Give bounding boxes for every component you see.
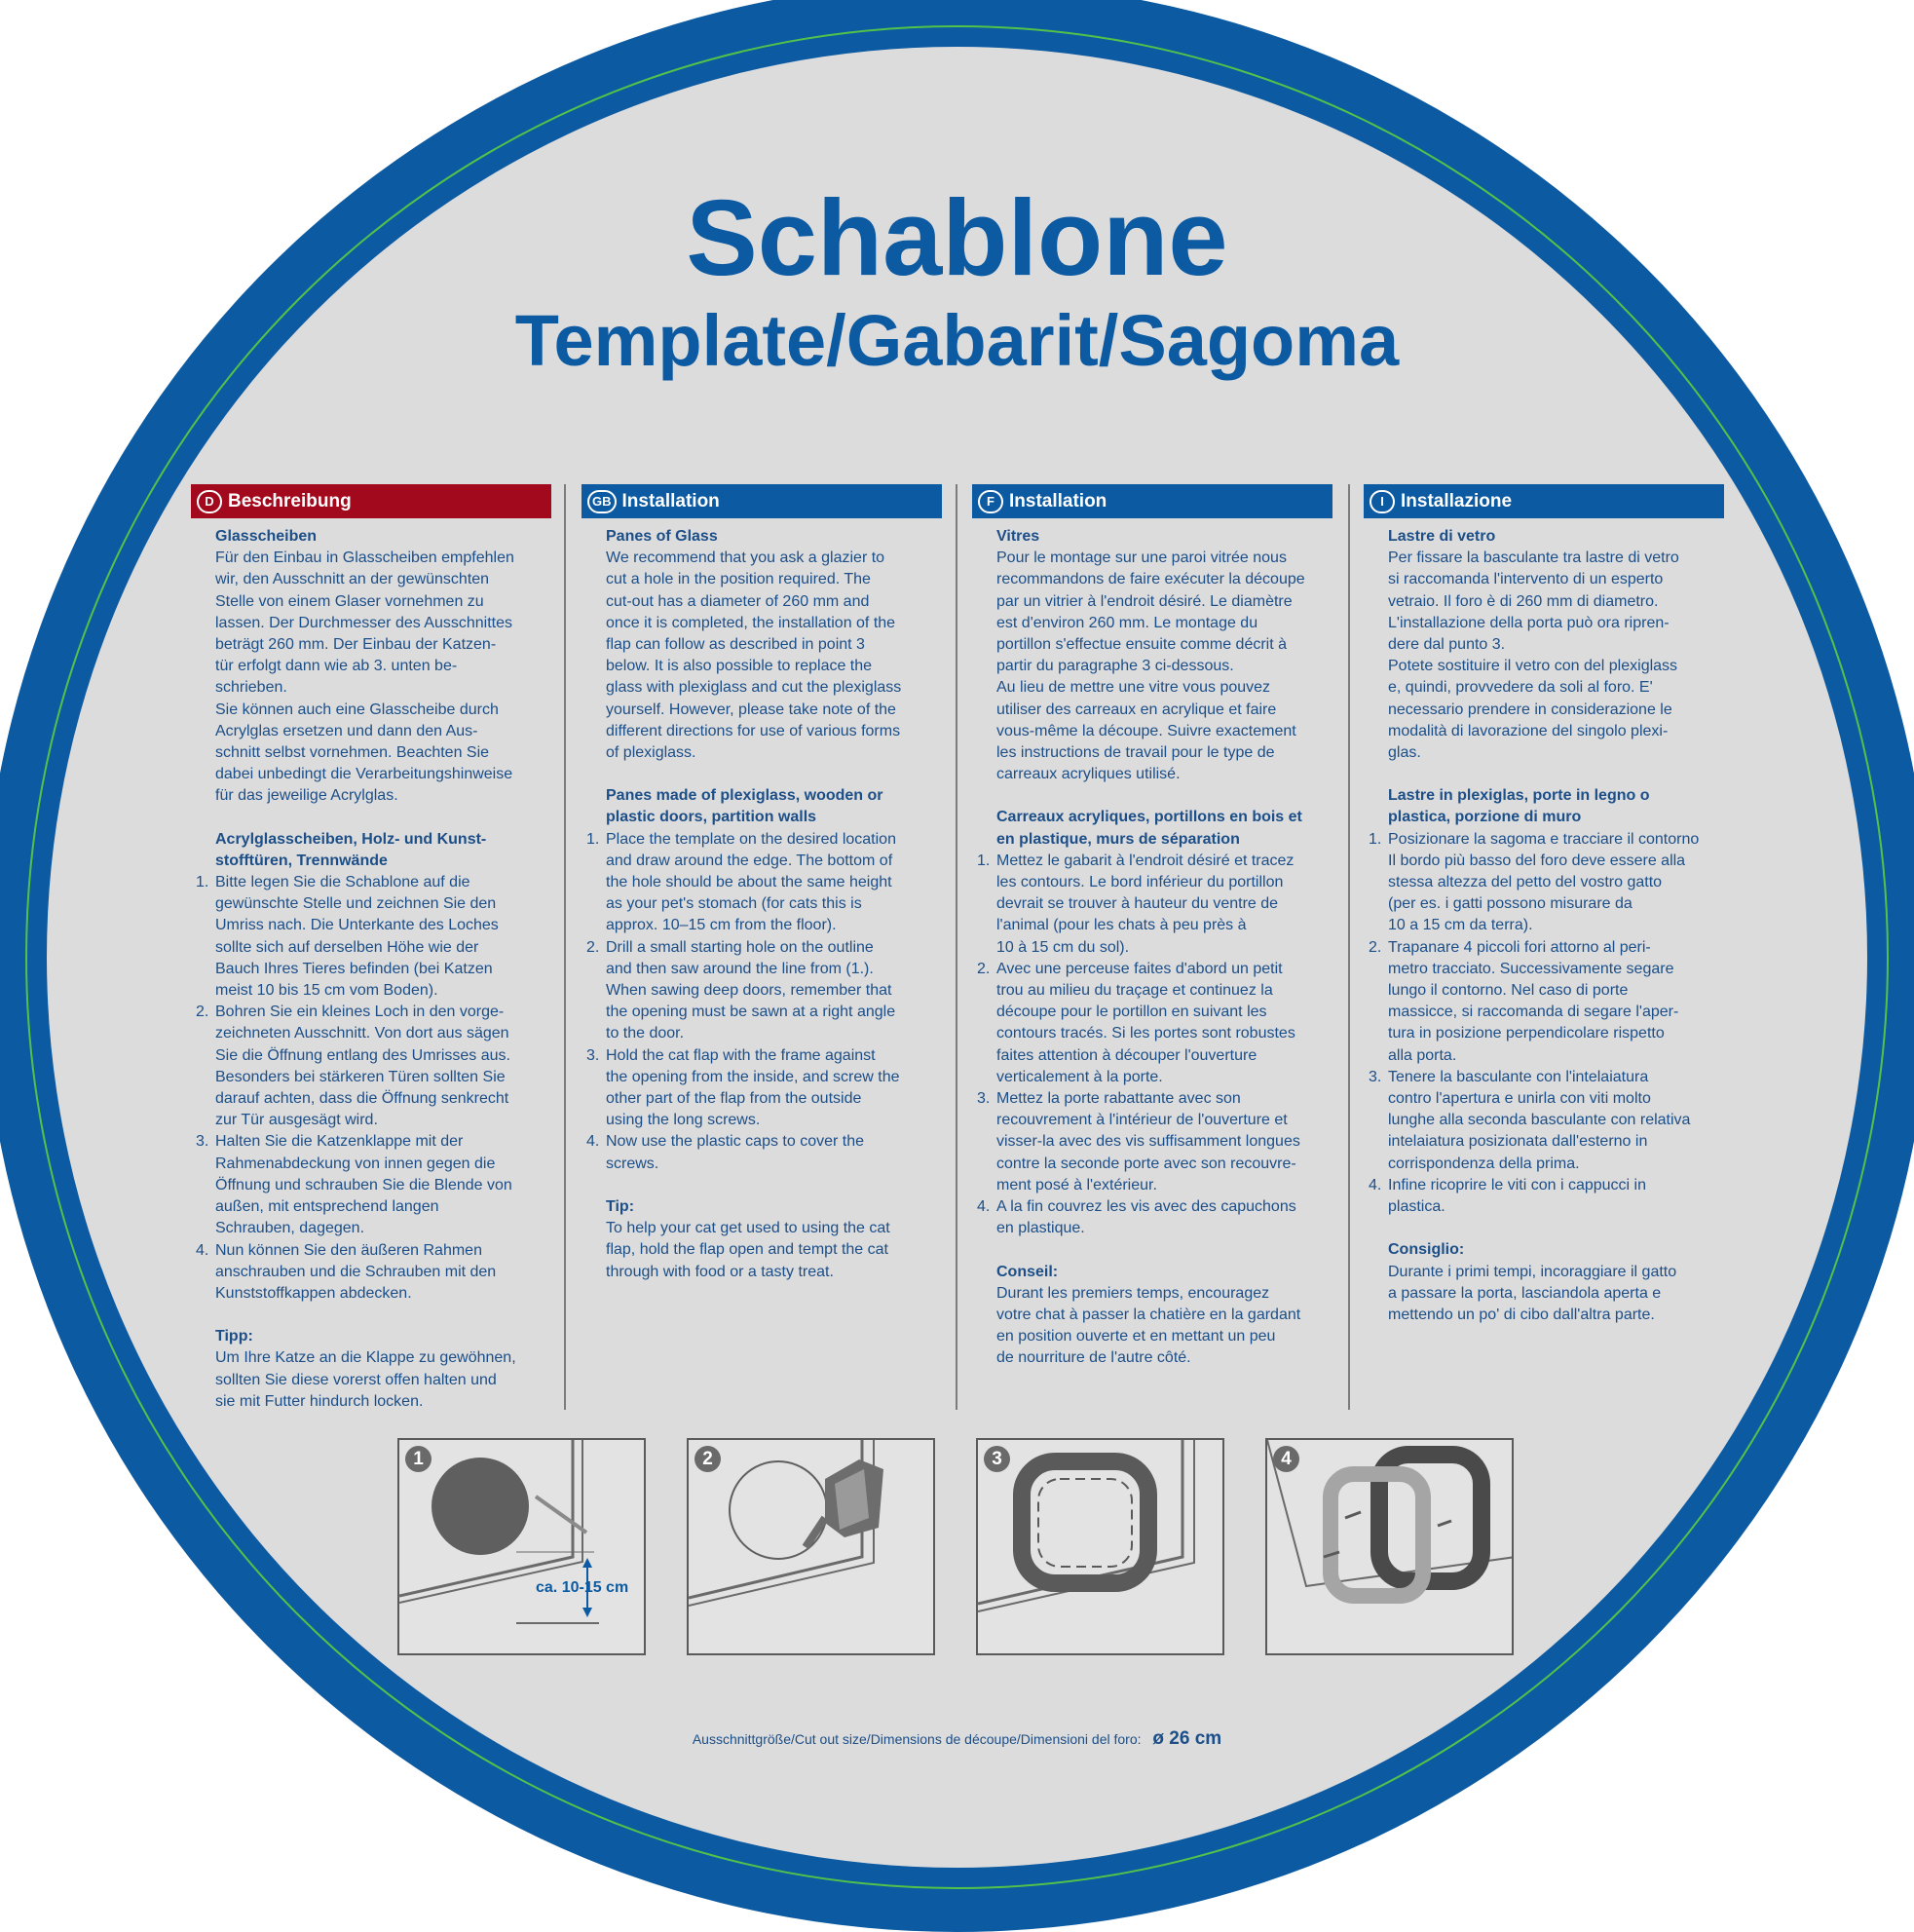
page-title: Schablone — [686, 178, 1228, 298]
step-line: Mettez le gabarit à l'endroit désiré et tracez — [996, 852, 1295, 869]
measure-label: ca. 10-15 cm — [536, 1579, 629, 1596]
page-subtitle: Template/Gabarit/Sagoma — [514, 300, 1400, 381]
step-line: the opening must be sawn at a right angle — [606, 1004, 896, 1021]
step-line: approx. 10–15 cm from the floor). — [606, 917, 837, 934]
paragraph-line: est d'environ 260 mm. Le montage du — [996, 614, 1258, 631]
section-heading: Vitres — [996, 528, 1040, 545]
step-line: faites attention à découper l'ouverture — [996, 1046, 1257, 1064]
step-line: other part of the flap from the outside — [606, 1090, 862, 1108]
section-heading: stofftüren, Trennwände — [215, 852, 388, 869]
step-item — [196, 1131, 551, 1239]
step-number-badge: 3 — [984, 1446, 1010, 1472]
paragraph-line: tür erfolgt dann wie ab 3. unten be- — [215, 658, 458, 675]
paragraph-line: once it is completed, the installation of the — [606, 614, 896, 631]
screw-icon — [1438, 1521, 1451, 1526]
step-line: lungo il contorno. Nel caso di porte — [1388, 982, 1629, 1000]
tip-line: Durant les premiers temps, encouragez — [996, 1284, 1270, 1302]
illustration-step-1 — [397, 1438, 646, 1655]
language-badge: F — [978, 490, 1003, 513]
step-item — [977, 851, 1332, 959]
language-badge: I — [1370, 490, 1395, 513]
step-number: 1. — [586, 830, 600, 848]
step-list — [196, 872, 551, 1305]
step-line: Öffnung und schrauben Sie die Blende von — [215, 1176, 512, 1193]
step-line: to the door. — [606, 1025, 685, 1042]
step-line: the hole should be about the same height — [606, 874, 892, 891]
tip-line: sie mit Futter hindurch locken. — [215, 1392, 424, 1410]
paragraph-line: Acrylglas ersetzen und dann den Aus- — [215, 722, 478, 739]
column-header-label: Installazione — [1401, 490, 1513, 511]
column-body — [972, 518, 1332, 1370]
paragraph-line: of plexiglass. — [606, 744, 696, 762]
step-list — [977, 851, 1332, 1240]
paragraph-line: lassen. Der Durchmesser des Ausschnittes — [215, 614, 513, 631]
step-line: Besonders bei stärkeren Türen sollten Sie — [215, 1068, 506, 1085]
step-line: Trapanare 4 piccoli fori attorno al peri- — [1388, 938, 1651, 956]
column-body — [582, 518, 942, 1283]
section-heading: Carreaux acryliques, portillons en bois et — [996, 809, 1302, 826]
paragraph-line: necessario prendere in considerazione le — [1388, 701, 1672, 718]
paragraph-line: e, quindi, provvedere da soli al foro. E' — [1388, 679, 1653, 697]
step-line: 10 à 15 cm du sol). — [996, 938, 1130, 956]
screw-icon — [1345, 1512, 1361, 1518]
paragraph-line: cut a hole in the position required. The — [606, 571, 871, 588]
step-line: außen, mit entsprechend langen — [215, 1198, 439, 1216]
step-number: 4. — [977, 1198, 991, 1216]
step-number: 3. — [196, 1133, 209, 1151]
step-number: 4. — [196, 1241, 209, 1259]
step-item — [586, 1131, 942, 1174]
step-line: recouvrement à l'intérieur de l'ouverture et — [996, 1112, 1288, 1129]
step-number: 1. — [196, 874, 209, 891]
paragraph-line: dabei unbedingt die Verarbeitungshinweise — [215, 766, 513, 783]
tip-line: through with food or a tasty treat. — [606, 1263, 834, 1280]
step-line: plastica. — [1388, 1198, 1445, 1216]
step-line: anschrauben und die Schrauben mit den — [215, 1263, 497, 1280]
step-line: using the long screws. — [606, 1112, 761, 1129]
column-d — [191, 484, 551, 1413]
step-item — [196, 1002, 551, 1131]
step-line: the opening from the inside, and screw the — [606, 1068, 900, 1085]
paragraph-line: Für den Einbau in Glasscheiben empfehlen — [215, 549, 514, 567]
step-item — [1369, 937, 1724, 1067]
tip-heading: Tipp: — [215, 1328, 253, 1345]
step-line: Kunststoffkappen abdecken. — [215, 1284, 412, 1302]
paragraph-line: different directions for use of various forms — [606, 722, 901, 739]
paragraph-line: vetraio. Il foro è di 260 mm di diametro. — [1388, 592, 1659, 610]
step-line: Bitte legen Sie die Schablone auf die — [215, 874, 470, 891]
step-line: Umriss nach. Die Unterkante des Loches — [215, 917, 499, 934]
column-i — [1364, 484, 1724, 1326]
step-list — [1369, 829, 1724, 1219]
section-heading: Acrylglasscheiben, Holz- und Kunst- — [215, 830, 487, 848]
column-divider — [956, 484, 957, 1410]
step-line: Drill a small starting hole on the outline — [606, 938, 874, 956]
step-line: lunghe alla seconda basculante con relativa — [1388, 1112, 1691, 1129]
column-header-label: Installation — [1009, 490, 1107, 511]
step-line: 10 a 15 cm da terra). — [1388, 917, 1533, 934]
step-number: 3. — [977, 1090, 991, 1108]
cut-out-size-value: ø 26 cm — [1152, 1728, 1222, 1749]
section-heading: en plastique, murs de séparation — [996, 830, 1240, 848]
step-line: Hold the cat flap with the frame against — [606, 1046, 876, 1064]
paragraph-line: glass with plexiglass and cut the plexiglass — [606, 679, 902, 697]
step-line: and then saw around the line from (1.). — [606, 960, 874, 977]
step-line: Mettez la porte rabattante avec son — [996, 1090, 1241, 1108]
paragraph-line: below. It is also possible to replace the — [606, 658, 873, 675]
section-heading: plastica, porzione di muro — [1388, 809, 1582, 826]
step-number: 2. — [977, 960, 991, 977]
step-item — [586, 1045, 942, 1132]
step-line: Place the template on the desired location — [606, 830, 896, 848]
paragraph-line: schrieben. — [215, 679, 287, 697]
tip-line: flap, hold the flap open and tempt the cat — [606, 1241, 888, 1259]
step-line: corrispondenza della prima. — [1388, 1155, 1580, 1172]
step-line: A la fin couvrez les vis avec des capuchons — [996, 1198, 1296, 1216]
step-item — [1369, 1175, 1724, 1218]
tip-line: a passare la porta, lasciandola aperta e — [1388, 1284, 1662, 1302]
paragraph-line: We recommend that you ask a glazier to — [606, 549, 885, 567]
paragraph-line: Stelle von einem Glaser vornehmen zu — [215, 592, 484, 610]
column-gb — [582, 484, 942, 1283]
pencil-icon — [536, 1496, 586, 1533]
column-header — [191, 484, 551, 518]
step-line: découpe pour le portillon en suivant les — [996, 1004, 1267, 1021]
step-line: tura in posizione perpendicolare rispetto — [1388, 1025, 1665, 1042]
column-header — [972, 484, 1332, 518]
step-line: (per es. i gatti possono misurare da — [1388, 895, 1633, 913]
step-number: 3. — [1369, 1068, 1382, 1085]
paragraph-line: utiliser des carreaux en acrylique et faire — [996, 701, 1277, 718]
paragraph-line: par un vitrier à l'endroit désiré. Le diamètre — [996, 592, 1293, 610]
cut-out-size-label: Ausschnittgröße/Cut out size/Dimensions de découpe/Dimensioni del foro: — [692, 1731, 1142, 1747]
step-line: Bohren Sie ein kleines Loch in den vorge- — [215, 1004, 505, 1021]
paragraph-line: flap can follow as described in point 3 — [606, 636, 865, 654]
step-line: contro l'apertura e unirla con viti molto — [1388, 1090, 1651, 1108]
column-header-label: Installation — [621, 490, 720, 511]
step-1-drawing — [399, 1440, 646, 1655]
step-line: intelaiatura posizionata dall'esterno in — [1388, 1133, 1648, 1151]
tip-line: To help your cat get used to using the cat — [606, 1220, 890, 1237]
step-number: 2. — [586, 938, 600, 956]
column-divider — [1348, 484, 1350, 1410]
step-list — [586, 829, 942, 1175]
step-line: verticalement à la porte. — [996, 1068, 1163, 1085]
step-line: devrait se trouver à hauteur du ventre de — [996, 895, 1279, 913]
step-line: When sawing deep doors, remember that — [606, 982, 892, 1000]
step-line: screws. — [606, 1155, 659, 1172]
step-line: en plastique. — [996, 1220, 1085, 1237]
paragraph-line: modalità di lavorazione del singolo plexi- — [1388, 722, 1669, 739]
step-line: trou au milieu du traçage et continuez la — [996, 982, 1273, 1000]
section-heading: Panes made of plexiglass, wooden or — [606, 787, 883, 805]
illustration-step-4 — [1265, 1438, 1514, 1655]
step-item — [977, 1196, 1332, 1239]
paragraph-line: L'installazione della porta può ora ripren- — [1388, 614, 1670, 631]
step-item — [977, 1088, 1332, 1196]
step-line: Posizionare la sagoma e tracciare il contorno — [1388, 830, 1700, 848]
step-line: ment posé à l'extérieur. — [996, 1176, 1157, 1193]
step-2-drawing — [689, 1440, 935, 1655]
paragraph-line: glas. — [1388, 744, 1421, 762]
tip-line: votre chat à passer la chatière en la gardant — [996, 1306, 1301, 1323]
step-item — [586, 829, 942, 937]
step-item — [196, 1240, 551, 1306]
step-line: Avec une perceuse faites d'abord un petit — [996, 960, 1283, 977]
step-line: Tenere la basculante con l'intelaiatura — [1388, 1068, 1649, 1085]
step-item — [1369, 1067, 1724, 1175]
section-heading: plastic doors, partition walls — [606, 809, 817, 826]
tip-line: de nourriture de l'autre côté. — [996, 1349, 1191, 1367]
step-line: visser-la avec des vis suffisamment longues — [996, 1133, 1300, 1151]
paragraph-line: yourself. However, please take note of the — [606, 701, 896, 718]
paragraph-line: wir, den Ausschnitt an der gewünschten — [215, 571, 490, 588]
step-item — [977, 959, 1332, 1088]
paragraph-line: si raccomanda l'intervento di un esperto — [1388, 571, 1664, 588]
step-line: Sie die Öffnung entlang des Umrisses aus. — [215, 1046, 510, 1064]
tip-heading: Tip: — [606, 1197, 635, 1215]
step-line: l'animal (pour les chats à peu près à — [996, 917, 1247, 934]
illustration-step-2 — [687, 1438, 935, 1655]
column-header-label: Beschreibung — [228, 490, 352, 511]
paragraph-line: dere dal punto 3. — [1388, 636, 1506, 654]
step-line: as your pet's stomach (for cats this is — [606, 895, 862, 913]
tip-line: sollten Sie diese vorerst offen halten und — [215, 1371, 497, 1388]
paragraph-line: Sie können auch eine Glasscheibe durch — [215, 701, 499, 718]
illustration-step-3 — [976, 1438, 1224, 1655]
step-line: contre la seconde porte avec son recouvre- — [996, 1155, 1296, 1172]
step-number: 1. — [977, 852, 991, 869]
step-number: 2. — [1369, 938, 1382, 956]
step-line: Schrauben, dagegen. — [215, 1220, 365, 1237]
section-heading: Lastre in plexiglas, porte in legno o — [1388, 787, 1650, 805]
step-line: sollte sich auf derselben Höhe wie der — [215, 938, 479, 956]
paragraph-line: cut-out has a diameter of 260 mm and — [606, 592, 870, 610]
column-f — [972, 484, 1332, 1370]
step-line: les contours. Le bord inférieur du portillon — [996, 874, 1284, 891]
language-badge: D — [197, 490, 222, 513]
paragraph-line: vous-même la découpe. Suivre exactement — [996, 722, 1296, 739]
step-3-drawing — [978, 1440, 1224, 1655]
paragraph-line: Per fissare la basculante tra lastre di vetro — [1388, 549, 1679, 567]
paragraph-line: Pour le montage sur une paroi vitrée nous — [996, 549, 1287, 567]
step-number: 1. — [1369, 830, 1382, 848]
paragraph-line: portillon s'effectue ensuite comme décrit à — [996, 636, 1288, 654]
column-divider — [564, 484, 566, 1410]
cut-outline-shape — [730, 1461, 827, 1559]
step-line: stessa altezza del petto del vostro gatto — [1388, 874, 1663, 891]
tip-line: Um Ihre Katze an die Klappe zu gewöhnen, — [215, 1349, 516, 1367]
step-line: Rahmenabdeckung von innen gegen die — [215, 1155, 496, 1172]
step-number-badge: 4 — [1273, 1446, 1299, 1472]
step-item — [1369, 829, 1724, 937]
drawn-circle-shape — [432, 1458, 529, 1555]
column-body — [191, 518, 551, 1413]
step-line: Il bordo più basso del foro deve essere alla — [1388, 852, 1686, 869]
step-line: zeichneten Ausschnitt. Von dort aus sägen — [215, 1025, 509, 1042]
step-number: 2. — [196, 1004, 209, 1021]
column-body — [1364, 518, 1724, 1326]
column-header — [1364, 484, 1724, 518]
step-line: gewünschte Stelle und zeichnen Sie den — [215, 895, 497, 913]
paragraph-line: recommandons de faire exécuter la découpe — [996, 571, 1305, 588]
step-line: meist 10 bis 15 cm vom Boden). — [215, 982, 438, 1000]
paragraph-line: Potete sostituire il vetro con del plexiglass — [1388, 658, 1678, 675]
step-item — [196, 872, 551, 1002]
step-line: Halten Sie die Katzenklappe mit der — [215, 1133, 464, 1151]
paragraph-line: partir du paragraphe 3 ci-dessous. — [996, 658, 1234, 675]
paragraph-line: carreaux acryliques utilisé. — [996, 766, 1181, 783]
step-line: darauf achten, dass die Öffnung senkrecht — [215, 1090, 509, 1108]
step-line: Infine ricoprire le viti con i cappucci in — [1388, 1176, 1647, 1193]
step-number-badge: 1 — [405, 1446, 432, 1472]
step-line: metro tracciato. Successivamente segare — [1388, 960, 1674, 977]
tip-line: Durante i primi tempi, incoraggiare il gatto — [1388, 1263, 1677, 1280]
tip-line: en position ouverte et en mettant un peu — [996, 1328, 1276, 1345]
language-badge: GB — [587, 490, 617, 513]
column-header — [582, 484, 942, 518]
step-number: 4. — [1369, 1176, 1382, 1193]
tip-heading: Conseil: — [996, 1263, 1059, 1280]
section-heading: Glasscheiben — [215, 528, 318, 545]
paragraph-line: schnitt selbst vornehmen. Beachten Sie — [215, 744, 490, 762]
step-item — [586, 937, 942, 1045]
step-number: 3. — [586, 1046, 600, 1064]
tip-heading: Consiglio: — [1388, 1241, 1465, 1259]
paragraph-line: les instructions de travail pour le type de — [996, 744, 1275, 762]
paragraph-line: Au lieu de mettre une vitre vous pouvez — [996, 679, 1271, 697]
step-line: zur Tür ausgesägt wird. — [215, 1112, 378, 1129]
step-line: contours tracés. Si les portes sont robustes — [996, 1025, 1295, 1042]
step-line: alla porta. — [1388, 1046, 1457, 1064]
step-number: 4. — [586, 1133, 600, 1151]
step-line: Now use the plastic caps to cover the — [606, 1133, 865, 1151]
step-line: massicce, si raccomanda di segare l'aper- — [1388, 1004, 1679, 1021]
cut-out-size-footer — [0, 1728, 1914, 1750]
paragraph-line: beträgt 260 mm. Der Einbau der Katzen- — [215, 636, 497, 654]
step-number-badge: 2 — [694, 1446, 721, 1472]
paragraph-line: für das jeweilige Acrylglas. — [215, 787, 398, 805]
step-4-drawing — [1267, 1440, 1514, 1655]
step-line: and draw around the edge. The bottom of — [606, 852, 893, 869]
step-line: Nun können Sie den äußeren Rahmen — [215, 1241, 482, 1259]
section-heading: Lastre di vetro — [1388, 528, 1496, 545]
section-heading: Panes of Glass — [606, 528, 718, 545]
tip-line: mettendo un po' di cibo dall'altra parte. — [1388, 1306, 1655, 1323]
step-line: Bauch Ihres Tieres befinden (bei Katzen — [215, 960, 493, 977]
